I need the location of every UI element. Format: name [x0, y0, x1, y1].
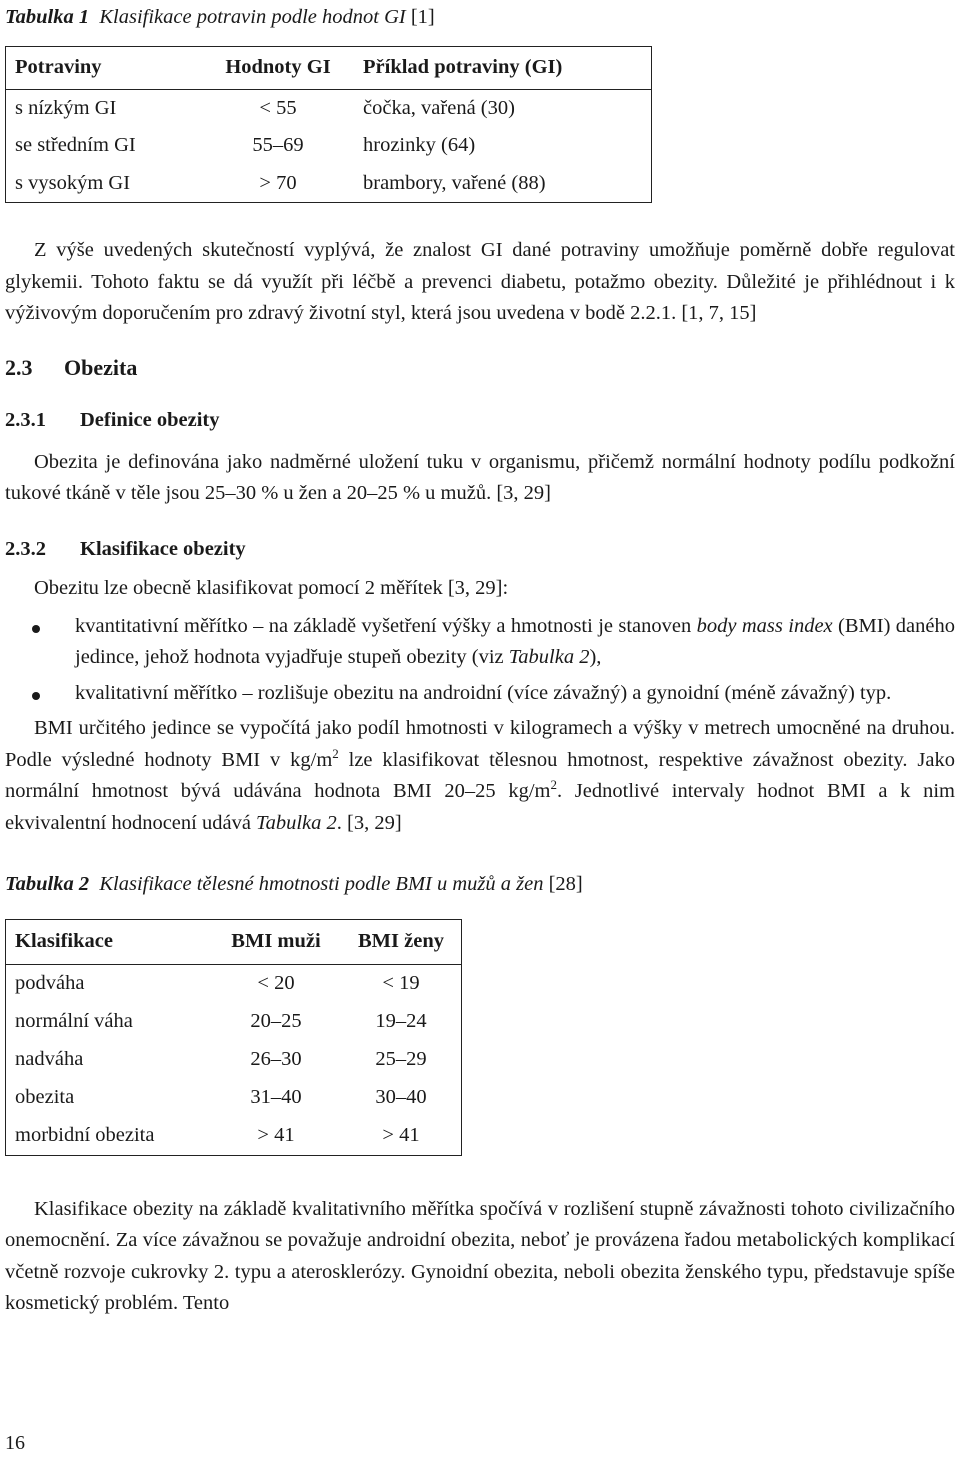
- subsection-number: 2.3.2: [5, 537, 46, 560]
- table-cell: hrozinky (64): [363, 134, 476, 156]
- table-header-cell: Hodnoty GI: [193, 46, 363, 89]
- section-heading-obezita: [5, 352, 955, 384]
- table-cell: se středním GI: [15, 134, 136, 156]
- table1: [5, 46, 652, 204]
- table-cell: 26–30: [250, 1047, 302, 1070]
- table-row: [6, 1079, 462, 1117]
- subsection-heading-klasifikace: [5, 534, 955, 566]
- table2-caption: [5, 869, 955, 901]
- table-row: [6, 1003, 462, 1041]
- paragraph-definice: Obezita je definována jako nadměrné uložení tuku v organismu, přičemž normální hodnoty podílu podkožní tukové tkáně v těle jsou 25–30 % u žen a 20–25 % u mužů. [3, 29]: [5, 450, 955, 504]
- table-cell: obezita: [15, 1085, 75, 1108]
- subsection-heading-definice: [5, 405, 955, 437]
- subsection-title: Klasifikace obezity: [80, 537, 246, 560]
- table-cell: s vysokým GI: [15, 171, 131, 194]
- table-header-row: [6, 919, 462, 964]
- list-item-text: (BMI) daného jedince, jehož hodnota vyjadřuje stupeň obezity (viz: [75, 614, 955, 668]
- subsection-title: Definice obezity: [80, 409, 220, 431]
- table-reference: Tabulka 2: [508, 646, 590, 668]
- table-cell: 20–25: [250, 1009, 302, 1032]
- bullet-icon: [32, 692, 40, 700]
- table-header-row: [6, 46, 652, 89]
- paragraph-kvalitativni: Klasifikace obezity na základě kvalitativního měřítka spočívá v rozlišení stupně závažnosti tohoto civilizačního onemocnění. Za více závažnou se považuje androidní obezita, neboť je provázena řadou metabolických komplikací včetně rozvoje cukrovky 2. typu a aterosklerózy. Gynoidní obezita, neboli obezita ženského typu, představuje spíše kosmetický problém. Tento: [5, 1197, 955, 1314]
- table-cell: < 20: [257, 971, 295, 994]
- table-cell: > 41: [257, 1123, 295, 1146]
- table-cell: > 70: [259, 171, 297, 194]
- table-cell: morbidní obezita: [15, 1123, 155, 1146]
- paragraph-text: lze klasifikovat tělesnou hmotnost, respektive závažnost obezity. Jako normální hmotnost bývá udávána hodnota BMI 20–25 kg/m: [5, 748, 955, 802]
- table2-label: Tabulka 2: [5, 873, 90, 895]
- table-cell: > 41: [382, 1123, 420, 1146]
- table1-title: Klasifikace potravin podle hodnot GI: [99, 6, 406, 28]
- paragraph-klasifikace-intro: Obezitu lze obecně klasifikovat pomocí 2 měřítek [3, 29]:: [34, 577, 509, 599]
- paragraph-text: . [3, 29]: [336, 811, 402, 834]
- table-row: [6, 964, 462, 1003]
- table-header-cell: Potraviny: [6, 46, 194, 89]
- paragraph-gi-conclusion: Z výše uvedených skutečností vyplývá, že znalost GI dané potraviny umožňuje poměrně dobře regulovat glykemii. Tohoto faktu se dá využít při léčbě a prevenci diabetu, potažmo obezity. Důležité je přihlédnout i k výživovým doporučením pro zdravý životní styl, která jsou uvedena v bodě 2.2.1. [1, 7, 15]: [5, 239, 955, 324]
- bullet-icon: [32, 625, 40, 633]
- table-cell: 31–40: [250, 1085, 302, 1108]
- table-header-cell: BMI ženy: [341, 919, 462, 964]
- table2: [5, 919, 462, 1156]
- list-item-emphasis: body mass index: [696, 614, 833, 637]
- superscript: 2: [550, 777, 557, 793]
- table-cell: podváha: [15, 971, 85, 994]
- table-header-cell: BMI muži: [211, 919, 341, 964]
- paragraph-text: BMI určitého jedince se vypočítá jako podíl hmotnosti v kilogramech a výšky v metrech umocněné na druhou. Podle výsledné hodnoty BMI v kg/m: [5, 717, 955, 771]
- table1-caption: [5, 2, 955, 34]
- table-row: [6, 1117, 462, 1156]
- table-cell: brambory, vařené (88): [363, 171, 546, 194]
- section-number: 2.3: [5, 354, 33, 380]
- list-item-text: kvantitativní měřítko – na základě vyšetření výšky a hmotnosti je stanoven: [75, 614, 697, 637]
- table-reference: Tabulka 2: [256, 811, 337, 834]
- paragraph-text: . Jednotlivé intervaly hodnot BMI a k nim ekvivalentní hodnocení udává: [5, 780, 955, 834]
- list-item: [5, 678, 955, 710]
- table2-title: Klasifikace tělesné hmotnosti podle BMI u mužů a žen: [99, 873, 544, 895]
- table-header-cell: Klasifikace: [6, 919, 212, 964]
- table-cell: 19–24: [375, 1009, 427, 1032]
- list-item: [5, 611, 955, 674]
- table1-ref: [1]: [410, 6, 435, 28]
- table-row: [6, 165, 652, 203]
- list-item-text: kvalitativní měřítko – rozlišuje obezitu na androidní (více závažný) a gynoidní (méně závažný) typ.: [75, 681, 892, 704]
- bullet-list: [5, 611, 955, 710]
- table-cell: 30–40: [375, 1085, 427, 1108]
- table-row: [6, 89, 652, 127]
- table-cell: s nízkým GI: [15, 96, 117, 119]
- table2-ref: [28]: [548, 873, 583, 895]
- table-cell: < 55: [259, 96, 297, 119]
- superscript: 2: [332, 745, 339, 761]
- table-row: [6, 1041, 462, 1079]
- list-item-text: ),: [589, 646, 602, 668]
- table-cell: 55–69: [252, 134, 304, 156]
- table-cell: nadváha: [15, 1047, 84, 1070]
- table1-label: Tabulka 1: [5, 6, 90, 28]
- paragraph-bmi: [5, 713, 955, 839]
- table-cell: 25–29: [375, 1047, 427, 1070]
- table-row: [6, 127, 652, 165]
- subsection-number: 2.3.1: [5, 409, 46, 431]
- document-page: [5, 0, 955, 1320]
- table-cell: < 19: [382, 971, 420, 994]
- table-header-cell: Příklad potraviny (GI): [363, 46, 652, 89]
- page-number: 16: [5, 1432, 25, 1454]
- section-title: Obezita: [64, 354, 138, 380]
- table-cell: čočka, vařená (30): [363, 96, 515, 119]
- table-cell: normální váha: [15, 1009, 133, 1032]
